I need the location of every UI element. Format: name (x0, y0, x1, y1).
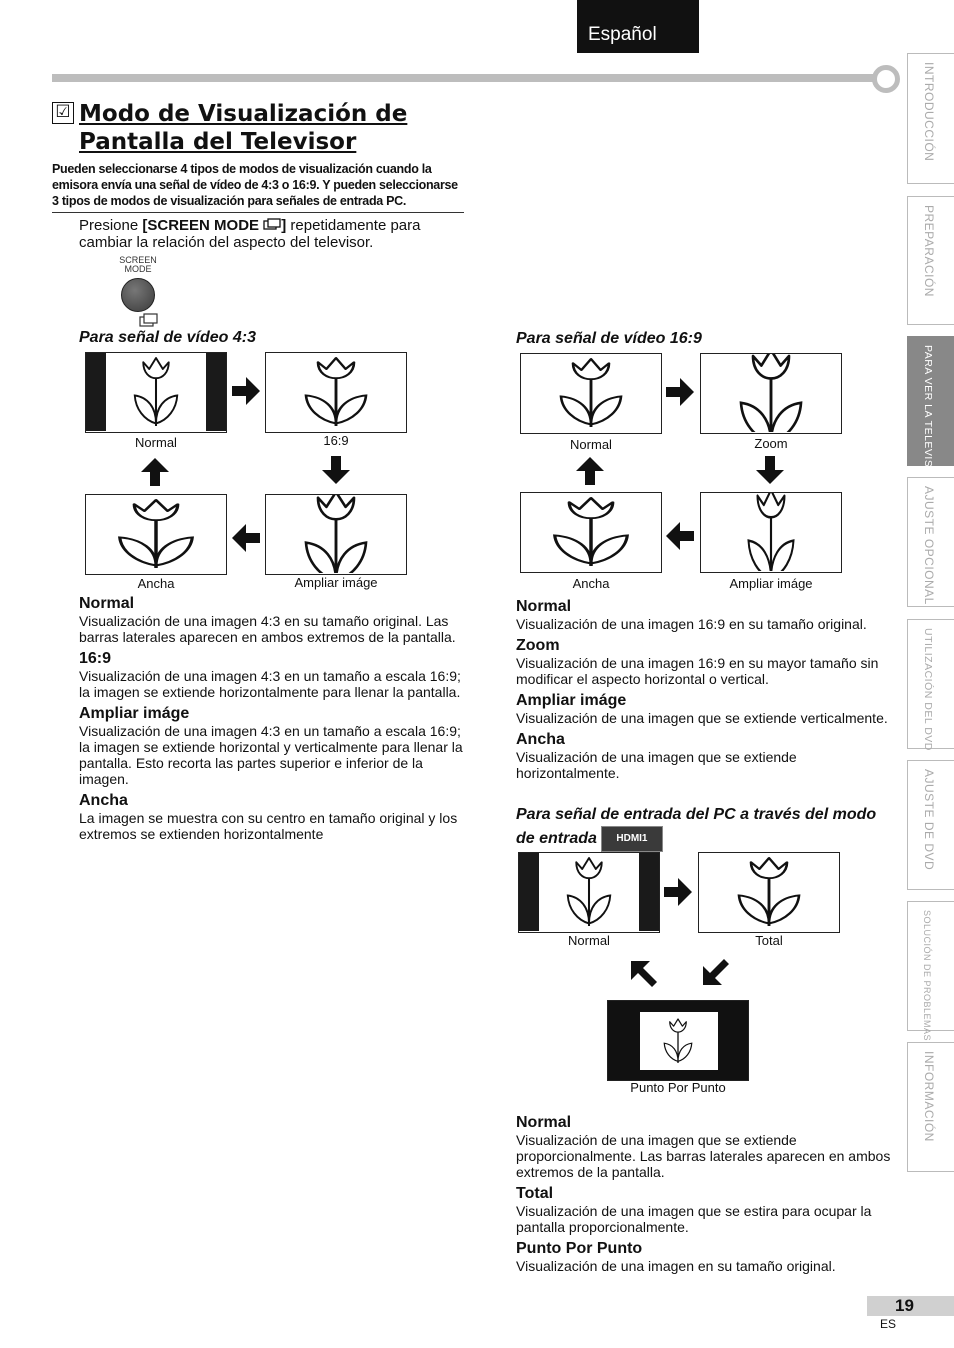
item-heading: Ampliar imáge (516, 692, 627, 709)
page-title-line2: Pantalla del Televisor (79, 129, 357, 155)
item-heading: Normal (516, 598, 572, 615)
screen-169-ancha (520, 492, 662, 573)
sidebar-tab-introduccion[interactable] (907, 53, 954, 184)
section-pc-title-line2: de entrada (516, 830, 597, 848)
item-text: Visualización de una imagen en su tamaño original. (516, 1258, 836, 1274)
hdmi1-badge: HDMI1 (601, 826, 662, 852)
arrow-right-icon (662, 876, 694, 908)
item-text: Visualización de una imagen 4:3 en su tamaño original. Las barras laterales aparecen en ambos extremos de la pantalla. (79, 613, 456, 645)
item-heading: Punto Por Punto (516, 1240, 643, 1257)
tulip-icon (519, 853, 659, 931)
sidebar-tab-label: INTRODUCCIÓN (922, 62, 936, 162)
caption-43-169: 16:9 (323, 433, 349, 448)
press-key: [SCREEN MODE (142, 217, 264, 234)
press-instruction (79, 217, 464, 251)
tulip-icon (86, 353, 226, 431)
item-heading: Normal (516, 1114, 572, 1131)
caption-169-ancha: Ancha (572, 576, 610, 591)
item-text: Visualización de una imagen que se extiende proporcionalmente. Las barras laterales aparecen en ambos extremos de la pantalla. (516, 1132, 891, 1180)
tulip-icon (701, 354, 841, 432)
screen-169-zoom (700, 353, 842, 434)
tulip-icon (608, 1001, 748, 1079)
item-text: Visualización de una imagen 16:9 en su tamaño original. (516, 616, 867, 632)
item-heading: 16:9 (79, 650, 112, 667)
caption-169-ampliar: Ampliar imáge (729, 576, 813, 591)
section-pc-descriptions (516, 1113, 896, 1278)
checkbox-icon: ☑ (52, 102, 74, 124)
sidebar-tab-label: PREPARACIÓN (922, 205, 936, 297)
screen-mode-button (121, 278, 155, 312)
item-text: Visualización de una imagen que se extiende verticalmente. (516, 710, 888, 726)
arrow-up-left-icon (628, 958, 660, 990)
section-pc-title-line1: Para señal de entrada del PC a través del modo (516, 806, 877, 823)
sidebar-tab-preparacion[interactable] (907, 196, 954, 325)
section-43-descriptions (79, 594, 469, 846)
sidebar-tab-label: AJUSTE DE DVD (922, 769, 936, 871)
screen-43-normal (85, 352, 227, 433)
item-heading: Total (516, 1185, 554, 1202)
tulip-icon (266, 353, 406, 431)
screen-43-169 (265, 352, 407, 433)
caption-pc-total: Total (755, 933, 783, 948)
tulip-icon (699, 853, 839, 931)
screen-pc-punto (607, 1000, 749, 1081)
item-text: Visualización de una imagen 4:3 en un tamaño a escala 16:9; la imagen se extiende horizontal y verticalmente para llenar la pantalla. Esto recorta las partes superior e inferior de la imagen. (79, 723, 463, 787)
sidebar-tab-label: UTILIZACIÓN DEL DVD (922, 628, 934, 751)
caption-43-ancha: Ancha (137, 576, 175, 591)
screen-169-normal (520, 353, 662, 434)
section-169-descriptions (516, 597, 896, 785)
section-pc-title (516, 804, 896, 852)
screen-pc-total (698, 852, 840, 933)
item-text: La imagen se muestra con su centro en tamaño original y los extremos se extienden horizontalmente (79, 810, 458, 842)
page-number-box (867, 1296, 954, 1316)
sidebar-tab-utilizacion-del-dvd[interactable] (907, 619, 954, 749)
item-heading: Normal (79, 595, 135, 612)
arrow-left-icon (230, 522, 262, 554)
caption-pc-punto: Punto Por Punto (630, 1080, 726, 1095)
item-text: Visualización de una imagen 4:3 en un tamaño a escala 16:9; la imagen se extiende horizontalmente para llenar la pantalla. (79, 668, 461, 700)
caption-43-ampliar: Ampliar imáge (294, 575, 378, 590)
sidebar-tab-informacion[interactable] (907, 1042, 954, 1172)
press-pre: Presione (79, 217, 143, 234)
caption-169-normal: Normal (570, 437, 612, 452)
sidebar-tab-solucion-de-problemas[interactable] (907, 901, 954, 1042)
sidebar-tab-ajuste-de-dvd[interactable] (907, 760, 954, 890)
arrow-up-icon (139, 456, 171, 488)
item-heading: Ancha (79, 792, 128, 809)
arrow-right-icon (664, 376, 696, 408)
caption-169-zoom: Zoom (754, 436, 788, 451)
screen-mode-button-label: SCREEN MODE (119, 255, 157, 274)
caption-43-normal: Normal (135, 435, 177, 450)
screen-43-ancha (85, 494, 227, 575)
header-rule-knob (872, 65, 900, 93)
sidebar-tab-label: AJUSTE OPCIONAL (922, 486, 936, 605)
press-key-end: ] (281, 217, 287, 234)
header-rule (52, 74, 878, 82)
caption-pc-normal: Normal (568, 933, 610, 948)
screen-mode-inline-icon (263, 218, 281, 231)
intro-text: Pueden seleccionarse 4 tipos de modos de visualización cuando la emisora envía una señal de vídeo de 4:3 o 16:9. Y pueden seleccionarse 3 tipos de modos de visualización para señales de entrada PC. (52, 161, 464, 213)
sidebar-tab-ajuste-opcional[interactable] (907, 477, 954, 607)
screen-mode-icon (139, 313, 159, 327)
sidebar-tab-label: PARA VER LA TELEVISIÓN (922, 345, 934, 488)
arrow-down-icon (754, 454, 786, 486)
page-title (52, 100, 472, 156)
arrow-right-icon (230, 375, 262, 407)
tulip-icon (86, 495, 226, 573)
tulip-icon (266, 495, 406, 573)
screen-43-ampliar (265, 494, 407, 575)
item-text: Visualización de una imagen 16:9 en su mayor tamaño sin modificar el aspecto horizontal o vertical. (516, 655, 879, 687)
item-heading: Zoom (516, 637, 560, 654)
sidebar-tab-label: INFORMACIÓN (922, 1051, 936, 1142)
section-43-title: Para señal de vídeo 4:3 (79, 329, 256, 346)
tulip-icon (521, 354, 661, 432)
item-heading: Ancha (516, 731, 565, 748)
press-post: repetidamente para cambiar la relación del aspecto del televisor. (79, 217, 421, 251)
tulip-icon (521, 493, 661, 571)
section-169-title: Para señal de vídeo 16:9 (516, 330, 702, 347)
page-title-line1: Modo de Visualización de (79, 101, 408, 127)
tulip-icon (701, 493, 841, 571)
page-number: 19 (895, 1296, 914, 1315)
item-text: Visualización de una imagen que se extiende horizontalmente. (516, 749, 797, 781)
sidebar-tab-para-ver-la-television[interactable] (907, 336, 954, 488)
sidebar-tab-label: SOLUCIÓN DE PROBLEMAS (922, 910, 932, 1042)
arrow-up-icon (574, 455, 606, 487)
screen-pc-normal (518, 852, 660, 933)
arrow-down-icon (320, 454, 352, 486)
item-heading: Ampliar imáge (79, 705, 190, 722)
item-text: Visualización de una imagen que se estira para ocupar la pantalla proporcionalmente. (516, 1203, 872, 1235)
screen-169-ampliar (700, 492, 842, 573)
arrow-down-left-icon (700, 956, 732, 988)
language-code: ES (880, 1317, 897, 1331)
arrow-left-icon (664, 520, 696, 552)
language-tab: Español (577, 0, 699, 53)
